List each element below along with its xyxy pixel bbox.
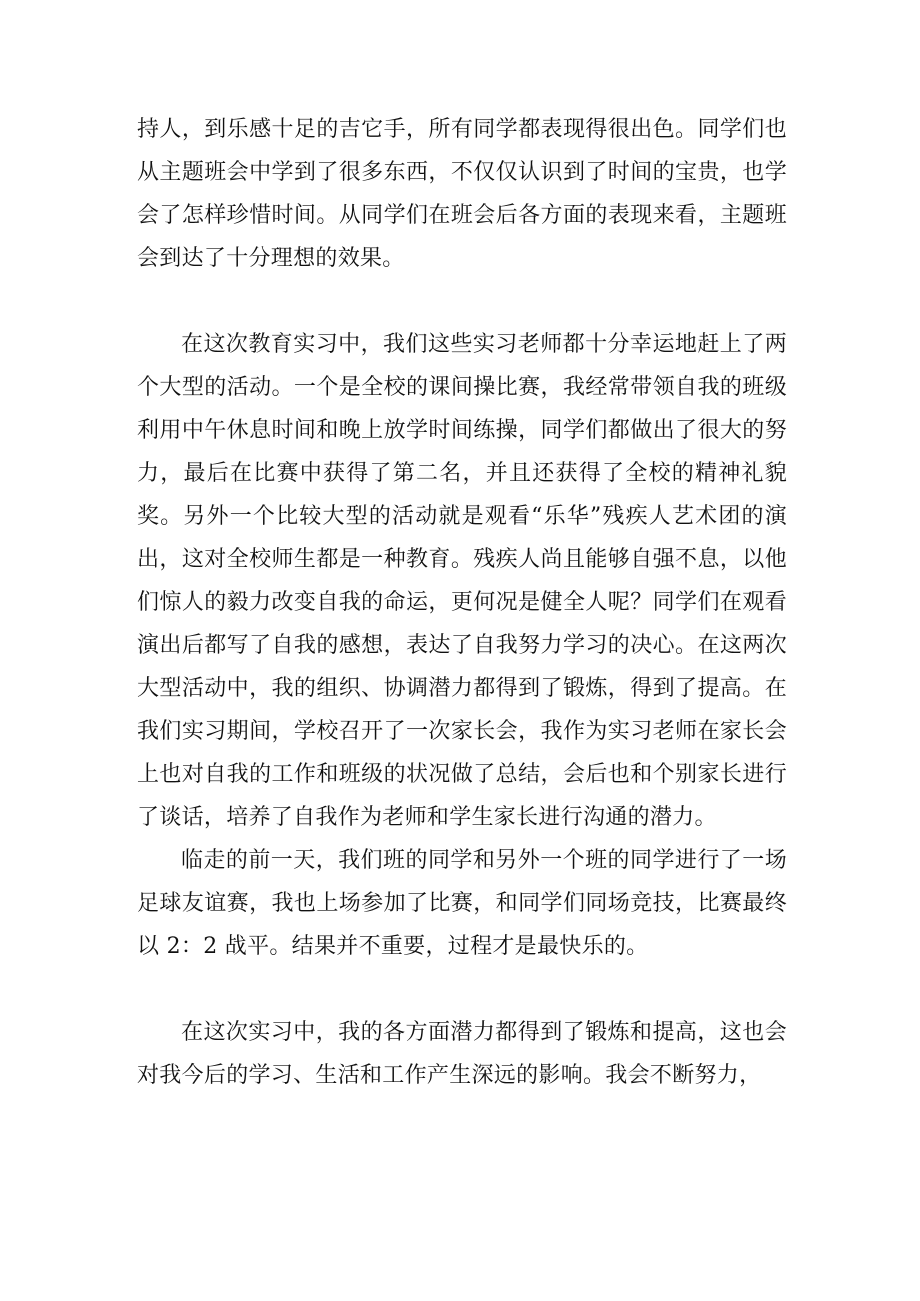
paragraph-3: 临走的前一天，我们班的同学和另外一个班的同学进行了一场足球友谊赛，我也上场参加了比赛，和同学们同场竞技，比赛最终以 2：2 战平。结果并不重要，过程才是最快乐的。 — [137, 848, 787, 959]
paragraph-spacer — [137, 968, 787, 1011]
paragraph-4: 在这次实习中，我的各方面潜力都得到了锻炼和提高，这也会对我今后的学习、生活和工作产生深远的影响。我会不断努力， — [137, 1020, 787, 1088]
paragraph-2: 在这次教育实习中，我们这些实习老师都十分幸运地赶上了两个大型的活动。一个是全校的课间操比赛，我经常带领自我的班级利用中午休息时间和晚上放学时间练操，同学们都做出了很大的努力，最后在比赛中获得了第二名，并且还获得了全校的精神礼貌奖。另外一个比较大型的活动就是观看“乐华”残疾人艺术团的演出，这对全校师生都是一种教育。残疾人尚且能够自强不息，以他们惊人的毅力改变自我的命运，更何况是健全人呢？同学们在观看演出后都写了自我的感想，表达了自我努力学习的决心。在这两次大型活动中，我的组织、协调潜力都得到了锻炼，得到了提高。在我们实习期间，学校召开了一次家长会，我作为实习老师在家长会上也对自我的工作和班级的状况做了总结，会后也和个别家长进行了谈话，培养了自我作为老师和学生家长进行沟通的潜力。 — [137, 332, 787, 830]
document-body — [137, 108, 787, 1097]
paragraph-spacer — [137, 280, 787, 323]
paragraph-1: 持人，到乐感十足的吉它手，所有同学都表现得很出色。同学们也从主题班会中学到了很多东西，不仅仅认识到了时间的宝贵，也学会了怎样珍惜时间。从同学们在班会后各方面的表现来看，主题班会到达了十分理想的效果。 — [137, 117, 787, 271]
